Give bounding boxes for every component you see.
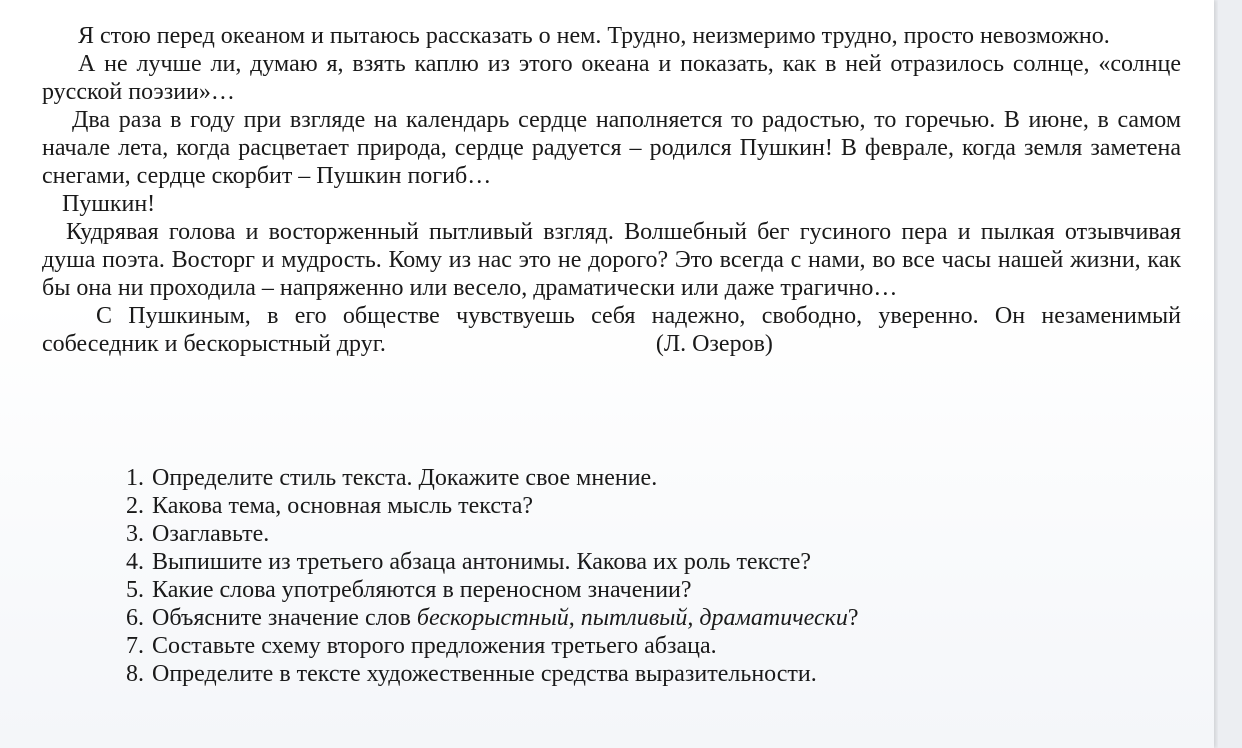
paragraph-5: Кудрявая голова и восторженный пытливый взгляд. Волшебный бег гусиного пера и пылкая отзывчивая душа поэта. Восторг и мудрость. Кому из нас это не дорого? Это всегда с нами, во все часы нашей жизни, как бы она ни проходила – напряженно или весело, драматически или даже трагично… [42,219,1181,301]
scrollbar-track[interactable] [1218,0,1242,748]
question-italic-words: бескорыстный, пытливый, драматически [416,605,848,631]
paragraph-1: Я стою перед океаном и пытаюсь рассказать о нем. Трудно, неизмеримо трудно, просто невозможно. [78,23,1110,49]
question-text: Объясните значение слов [152,605,417,631]
question-item [126,520,859,548]
question-text: Какова тема, основная мысль текста? [152,493,534,519]
author-signature: (Л. Озеров) [655,331,773,357]
paragraph-6-text: С Пушкиным, в его обществе чувствуешь себя надежно, свободно, уверенно. Он незаменимый собеседник и бескорыстный друг. [42,303,1181,357]
question-number: 2. [126,493,144,519]
questions-list [126,464,859,688]
question-item [126,576,859,604]
question-item [126,464,859,492]
question-text: Составьте схему второго предложения третьего абзаца. [152,633,717,659]
question-item [126,548,859,576]
question-number: 8. [126,661,144,687]
passage [42,22,1181,358]
paragraph-2: А не лучше ли, думаю я, взять каплю из этого океана и показать, как в ней отразилось солнце, «солнце русской поэзии»… [42,51,1181,105]
question-end: ? [847,605,859,631]
question-text: Озаглавьте. [152,521,270,547]
question-item [126,660,859,688]
question-number: 6. [126,605,144,631]
question-number: 4. [126,549,144,575]
question-item [126,604,859,632]
question-item [126,632,859,660]
paragraph-4: Пушкин! [62,191,156,217]
question-text: Определите стиль текста. Докажите свое мнение. [152,465,658,491]
question-number: 5. [126,577,144,603]
question-item [126,492,859,520]
question-number: 3. [126,521,144,547]
paragraph-3: Два раза в году при взгляде на календарь сердце наполняется то радостью, то горечью. В июне, в самом начале лета, когда расцветает природа, сердце радуется – родился Пушкин! В феврале, когда земля заметена снегами, сердце скорбит – Пушкин погиб… [42,107,1181,189]
question-number: 7. [126,633,144,659]
paragraph-6 [42,302,1181,358]
question-text: Какие слова употребляются в переносном значении? [152,577,692,603]
question-text: Определите в тексте художественные средства выразительности. [152,661,817,687]
question-text: Выпишите из третьего абзаца антонимы. Какова их роль тексте? [152,549,812,575]
question-number: 1. [126,465,144,491]
